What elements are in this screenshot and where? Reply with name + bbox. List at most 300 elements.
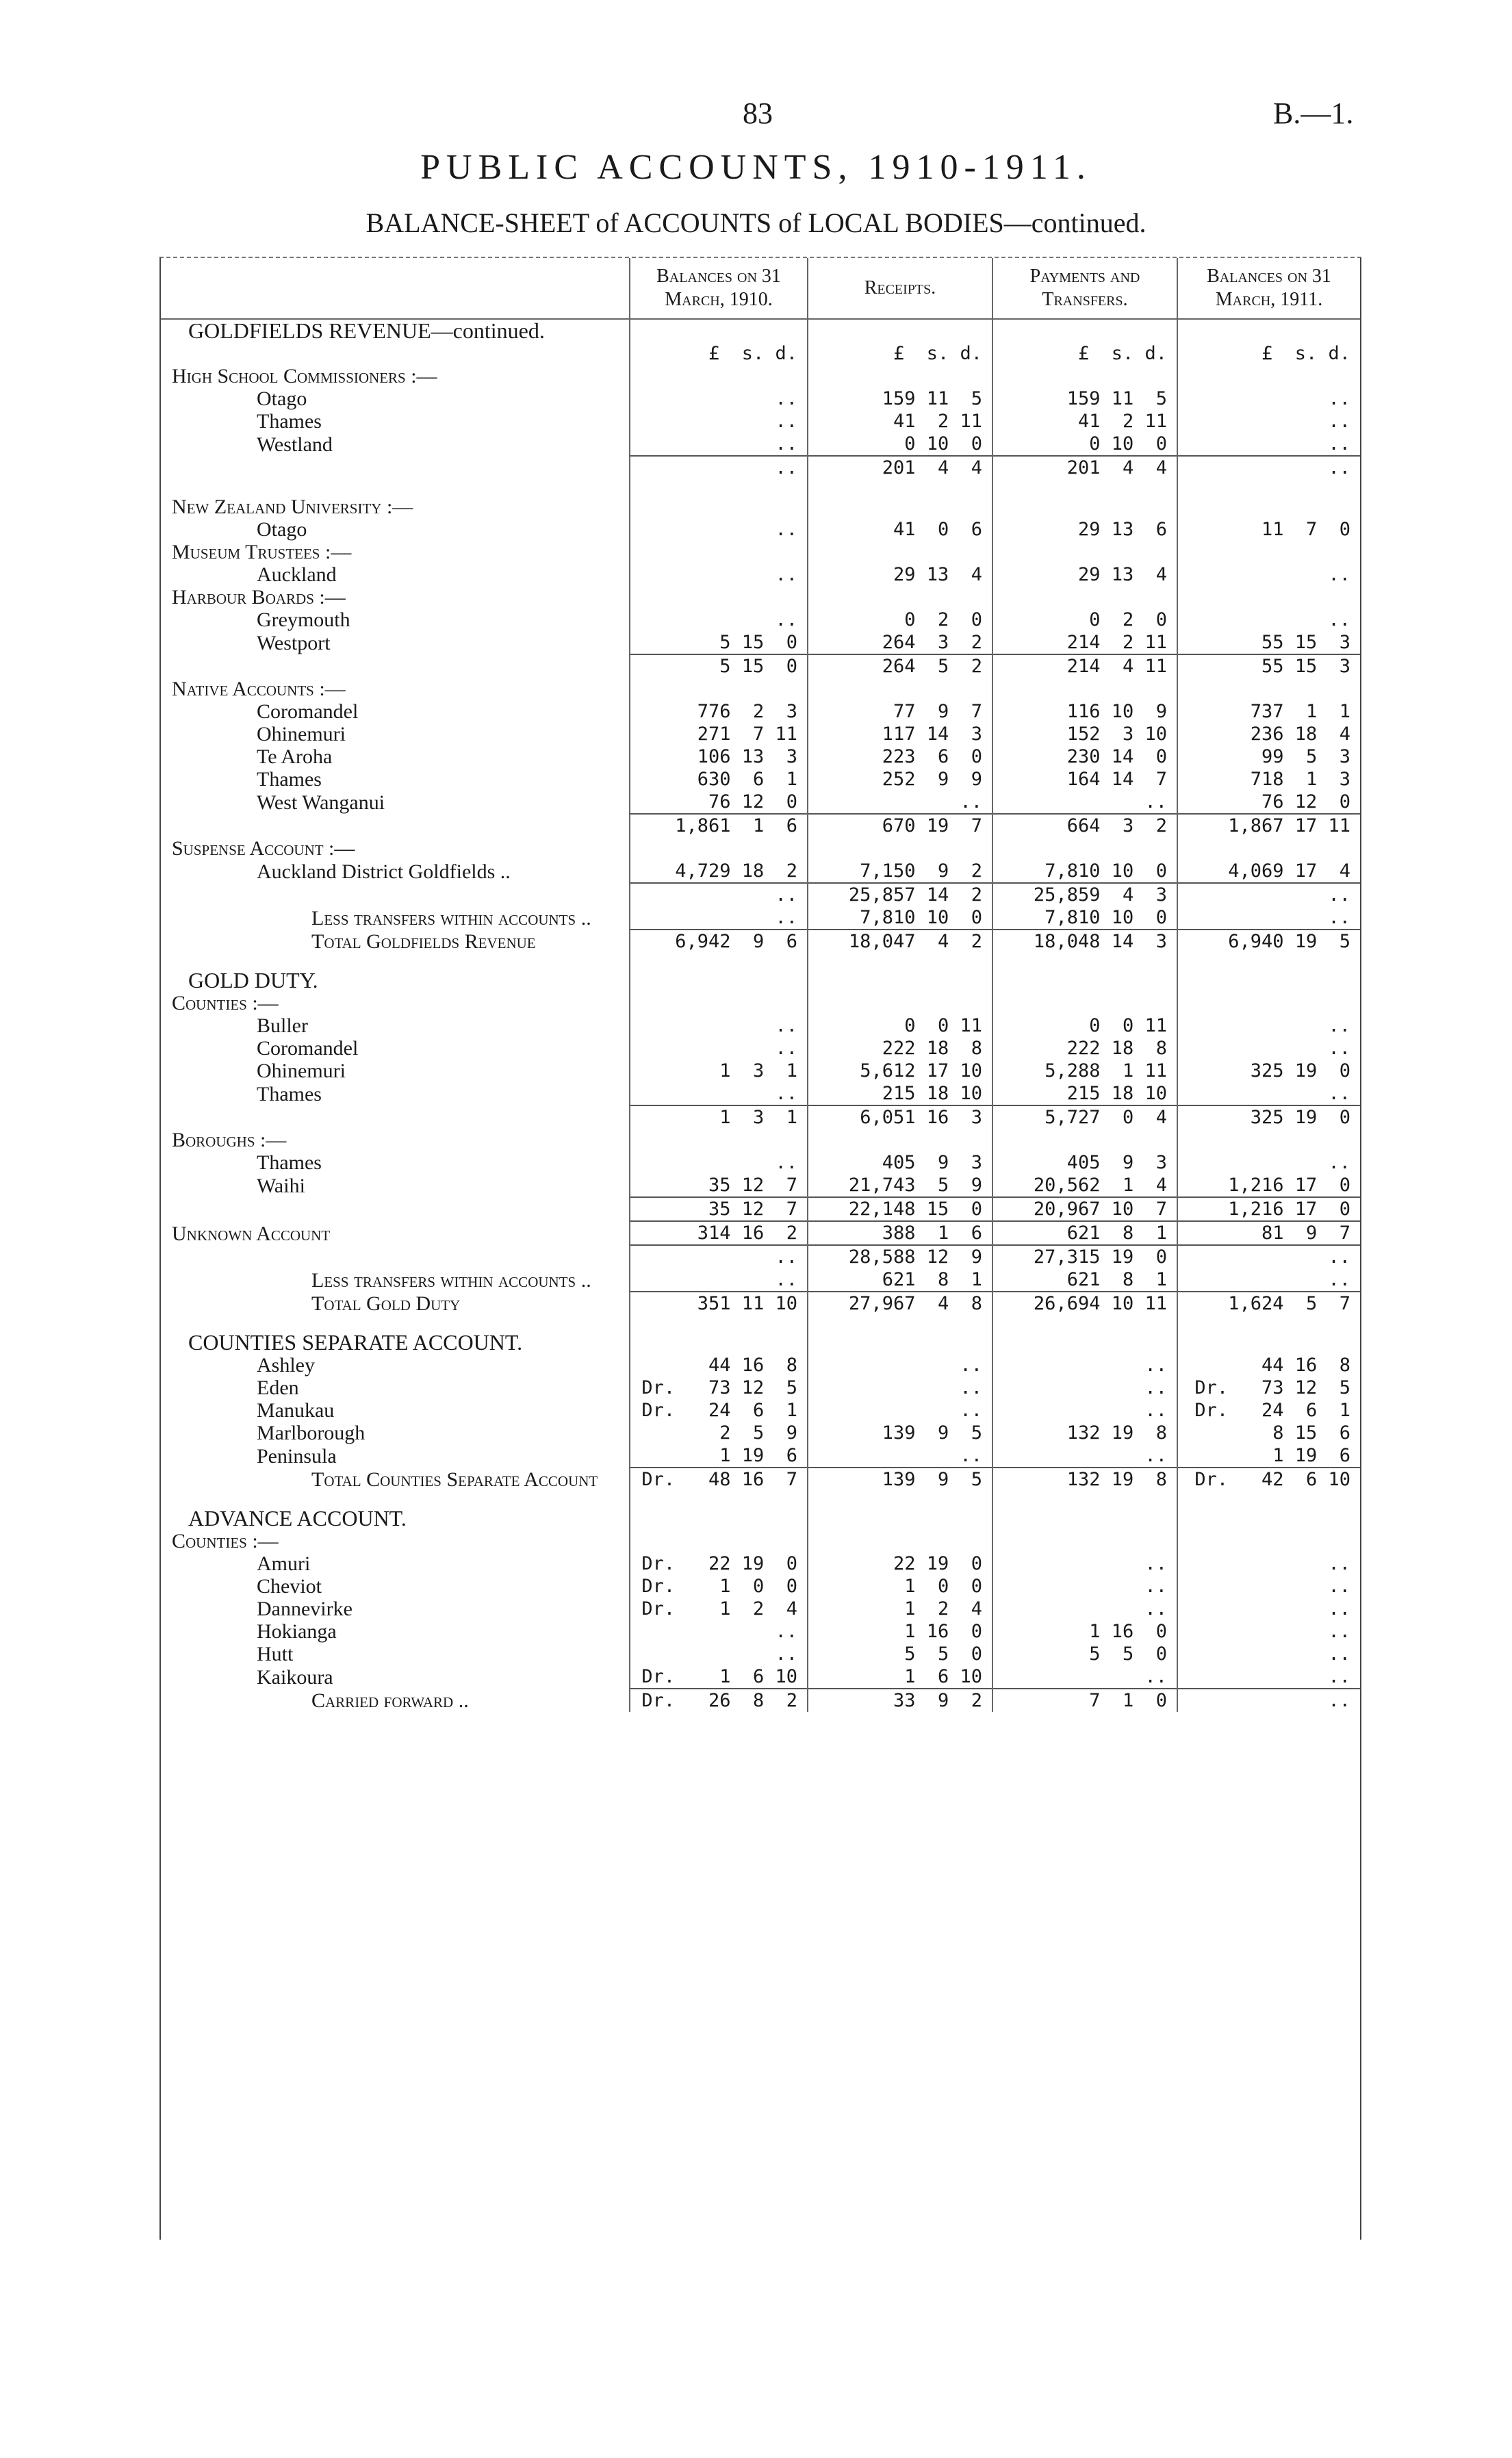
amount-cell: .. xyxy=(1177,1689,1360,1712)
amount-cell: 1 19 6 xyxy=(1177,1444,1360,1468)
amount-cell: 1 19 6 xyxy=(630,1444,808,1468)
page-title: PUBLIC ACCOUNTS, 1910-1911. xyxy=(420,148,1092,187)
table-row xyxy=(161,654,1360,678)
amount-cell: 25,859 4 3 xyxy=(992,883,1177,906)
row-label: Coromandel xyxy=(257,1037,359,1060)
table-row xyxy=(161,1530,1360,1552)
amount-cell: 55 15 3 xyxy=(1177,654,1360,678)
table-row xyxy=(161,1331,1360,1354)
table-row xyxy=(161,1221,1360,1245)
row-label: ADVANCE ACCOUNT. xyxy=(188,1507,407,1530)
amount-cell xyxy=(630,953,808,969)
table-row xyxy=(161,563,1360,586)
amount-cell: £ s. d. xyxy=(808,342,992,365)
amount-cell: 22,148 15 0 xyxy=(808,1197,992,1221)
amount-cell: 11 7 0 xyxy=(1177,518,1360,541)
row-label: Museum Trustees :— xyxy=(172,541,352,563)
page-number: 83 xyxy=(743,97,773,130)
table-row xyxy=(161,906,1360,930)
table-row xyxy=(161,1105,1360,1129)
amount-cell: 1 16 0 xyxy=(808,1620,992,1643)
row-label: Manukau xyxy=(257,1399,335,1422)
row-label: Buller xyxy=(257,1014,308,1037)
amount-cell: 164 14 7 xyxy=(992,768,1177,791)
amount-cell xyxy=(992,992,1177,1014)
amount-cell: .. xyxy=(630,456,808,479)
amount-cell: 223 6 0 xyxy=(808,745,992,768)
amount-cell: 4,069 17 4 xyxy=(1177,860,1360,883)
amount-cell: 1 0 0 xyxy=(808,1575,992,1598)
amount-cell: .. xyxy=(992,791,1177,814)
amount-cell xyxy=(808,479,992,496)
amount-cell: 99 5 3 xyxy=(1177,745,1360,768)
amount-cell: 55 15 3 xyxy=(1177,631,1360,654)
table-row xyxy=(161,1643,1360,1665)
amount-cell: 5 5 0 xyxy=(992,1643,1177,1665)
table-row xyxy=(161,1665,1360,1689)
column-header-description xyxy=(161,258,630,319)
amount-cell: .. xyxy=(992,1354,1177,1377)
table-row xyxy=(161,860,1360,883)
amount-cell xyxy=(1177,365,1360,387)
amount-cell: .. xyxy=(630,518,808,541)
amount-cell: 29 13 4 xyxy=(808,563,992,586)
amount-cell xyxy=(992,969,1177,992)
amount-cell xyxy=(808,678,992,700)
row-label: GOLDFIELDS REVENUE—continued. xyxy=(188,319,545,342)
amount-cell: .. xyxy=(808,1444,992,1468)
amount-cell: .. xyxy=(992,1575,1177,1598)
amount-cell: 1 16 0 xyxy=(992,1620,1177,1643)
row-label: Counties :— xyxy=(172,1530,279,1552)
amount-cell: 26,694 10 11 xyxy=(992,1292,1177,1315)
amount-cell xyxy=(1177,1129,1360,1151)
amount-cell: 6,940 19 5 xyxy=(1177,930,1360,953)
row-label: Hokianga xyxy=(257,1620,337,1643)
amount-cell: 22 19 0 xyxy=(808,1552,992,1575)
amount-cell: £ s. d. xyxy=(630,342,808,365)
row-label: Waihi xyxy=(257,1175,305,1197)
amount-cell: 21,743 5 9 xyxy=(808,1174,992,1197)
amount-cell xyxy=(992,365,1177,387)
amount-cell xyxy=(808,365,992,387)
amount-cell: .. xyxy=(1177,1268,1360,1292)
amount-cell: 132 19 8 xyxy=(992,1468,1177,1491)
amount-cell: 139 9 5 xyxy=(808,1468,992,1491)
amount-cell: 132 19 8 xyxy=(992,1422,1177,1444)
table-row xyxy=(161,678,1360,700)
row-label: Hutt xyxy=(257,1643,294,1665)
amount-cell: 314 16 2 xyxy=(630,1221,808,1245)
amount-cell: 388 1 6 xyxy=(808,1221,992,1245)
row-label: Kaikoura xyxy=(257,1666,333,1689)
table-row xyxy=(161,1245,1360,1268)
amount-cell xyxy=(992,953,1177,969)
amount-cell: 44 16 8 xyxy=(1177,1354,1360,1377)
amount-cell: 77 9 7 xyxy=(808,700,992,723)
amount-cell xyxy=(630,1315,808,1331)
row-label: COUNTIES SEPARATE ACCOUNT. xyxy=(188,1331,523,1354)
amount-cell: 159 11 5 xyxy=(992,387,1177,410)
table-row xyxy=(161,1468,1360,1491)
table-row xyxy=(161,1491,1360,1507)
table-row xyxy=(161,814,1360,837)
table-row xyxy=(161,700,1360,723)
amount-cell: .. xyxy=(1177,1552,1360,1575)
table-row xyxy=(161,1552,1360,1575)
table-row xyxy=(161,496,1360,518)
row-label: Auckland xyxy=(257,563,337,586)
amount-cell xyxy=(630,1331,808,1354)
amount-cell xyxy=(1177,319,1360,342)
row-label xyxy=(161,883,630,906)
amount-cell: 159 11 5 xyxy=(808,387,992,410)
amount-cell: 215 18 10 xyxy=(992,1082,1177,1105)
table-row xyxy=(161,1422,1360,1444)
amount-cell: 222 18 8 xyxy=(808,1037,992,1060)
row-label: Thames xyxy=(257,1083,322,1105)
amount-cell: .. xyxy=(808,1399,992,1422)
amount-cell xyxy=(992,1507,1177,1530)
amount-cell xyxy=(1177,1315,1360,1331)
amount-cell xyxy=(1177,1530,1360,1552)
amount-cell: 35 12 7 xyxy=(630,1174,808,1197)
row-label: Otago xyxy=(257,387,307,410)
amount-cell: Dr. 42 6 10 xyxy=(1177,1468,1360,1491)
table-row xyxy=(161,342,1360,365)
amount-cell: .. xyxy=(992,1598,1177,1620)
report-reference: B.—1. xyxy=(1273,97,1354,130)
amount-cell xyxy=(808,496,992,518)
row-label xyxy=(161,1491,630,1507)
amount-cell xyxy=(808,586,992,609)
amount-cell: 718 1 3 xyxy=(1177,768,1360,791)
amount-cell: 230 14 0 xyxy=(992,745,1177,768)
amount-cell xyxy=(808,1530,992,1552)
column-header-payments: Payments and Transfers. xyxy=(992,258,1177,319)
amount-cell: 405 9 3 xyxy=(808,1151,992,1174)
amount-cell xyxy=(630,969,808,992)
amount-cell: Dr. 1 6 10 xyxy=(630,1665,808,1689)
amount-cell xyxy=(808,541,992,563)
amount-cell: .. xyxy=(1177,1082,1360,1105)
amount-cell: 201 4 4 xyxy=(808,456,992,479)
amount-cell xyxy=(808,1491,992,1507)
column-header-balances-1911: Balances on 31 March, 1911. xyxy=(1177,258,1360,319)
amount-cell xyxy=(630,1530,808,1552)
table-row xyxy=(161,723,1360,745)
amount-cell: .. xyxy=(630,1082,808,1105)
row-label xyxy=(161,456,630,479)
amount-cell xyxy=(808,319,992,342)
table-row xyxy=(161,609,1360,631)
amount-cell: .. xyxy=(630,1245,808,1268)
amount-cell xyxy=(992,1530,1177,1552)
amount-cell: .. xyxy=(630,883,808,906)
amount-cell: .. xyxy=(630,387,808,410)
row-label: Te Aroha xyxy=(257,745,333,768)
amount-cell: 252 9 9 xyxy=(808,768,992,791)
amount-cell: .. xyxy=(1177,1598,1360,1620)
amount-cell: 630 6 1 xyxy=(630,768,808,791)
amount-cell: .. xyxy=(630,433,808,456)
amount-cell: 76 12 0 xyxy=(630,791,808,814)
row-label xyxy=(161,814,630,837)
row-label xyxy=(161,1105,630,1129)
amount-cell: 236 18 4 xyxy=(1177,723,1360,745)
row-label: Total Gold Duty xyxy=(311,1292,461,1315)
table-row xyxy=(161,1377,1360,1399)
row-label: Westport xyxy=(257,632,331,654)
table-row xyxy=(161,992,1360,1014)
amount-cell: 214 2 11 xyxy=(992,631,1177,654)
row-label: Counties :— xyxy=(172,992,279,1014)
amount-cell: .. xyxy=(1177,609,1360,631)
amount-cell: .. xyxy=(808,1354,992,1377)
amount-cell: 18,047 4 2 xyxy=(808,930,992,953)
row-label xyxy=(161,1197,630,1221)
amount-cell xyxy=(1177,953,1360,969)
table-row xyxy=(161,433,1360,456)
amount-cell xyxy=(808,1507,992,1530)
amount-cell: 7,810 10 0 xyxy=(992,860,1177,883)
amount-cell xyxy=(630,541,808,563)
amount-cell: Dr. 22 19 0 xyxy=(630,1552,808,1575)
table-row xyxy=(161,1598,1360,1620)
amount-cell: .. xyxy=(630,1037,808,1060)
amount-cell: 271 7 11 xyxy=(630,723,808,745)
amount-cell: 27,315 19 0 xyxy=(992,1245,1177,1268)
amount-cell xyxy=(1177,479,1360,496)
amount-cell: 117 14 3 xyxy=(808,723,992,745)
table-row xyxy=(161,1151,1360,1174)
amount-cell: .. xyxy=(992,1665,1177,1689)
amount-cell: 621 8 1 xyxy=(808,1268,992,1292)
amount-cell: 33 9 2 xyxy=(808,1689,992,1712)
table-row xyxy=(161,456,1360,479)
amount-cell xyxy=(630,586,808,609)
amount-cell: 215 18 10 xyxy=(808,1082,992,1105)
amount-cell: 201 4 4 xyxy=(992,456,1177,479)
amount-cell: 25,857 14 2 xyxy=(808,883,992,906)
row-label: Coromandel xyxy=(257,700,359,723)
page-subtitle: BALANCE-SHEET of ACCOUNTS of LOCAL BODIES—continued. xyxy=(366,207,1146,238)
amount-cell: Dr. 48 16 7 xyxy=(630,1468,808,1491)
amount-cell: .. xyxy=(1177,456,1360,479)
column-header-receipts: Receipts. xyxy=(808,258,992,319)
table-row xyxy=(161,631,1360,654)
amount-cell: 44 16 8 xyxy=(630,1354,808,1377)
amount-cell: .. xyxy=(808,1377,992,1399)
amount-cell: £ s. d. xyxy=(992,342,1177,365)
row-label xyxy=(161,479,630,496)
amount-cell: 1 3 1 xyxy=(630,1060,808,1082)
table-row xyxy=(161,1507,1360,1530)
row-label: Suspense Account :— xyxy=(172,837,355,860)
row-label: Less transfers within accounts .. xyxy=(311,1269,591,1292)
table-row xyxy=(161,410,1360,433)
table-row xyxy=(161,541,1360,563)
amount-cell: .. xyxy=(630,1268,808,1292)
amount-cell xyxy=(992,586,1177,609)
table-row xyxy=(161,1575,1360,1598)
amount-cell: 5,612 17 10 xyxy=(808,1060,992,1082)
amount-cell: 116 10 9 xyxy=(992,700,1177,723)
amount-cell: .. xyxy=(1177,1620,1360,1643)
amount-cell: 5 5 0 xyxy=(808,1643,992,1665)
amount-cell xyxy=(992,1491,1177,1507)
amount-cell: .. xyxy=(808,791,992,814)
amount-cell: 18,048 14 3 xyxy=(992,930,1177,953)
amount-cell: 264 5 2 xyxy=(808,654,992,678)
amount-cell: 76 12 0 xyxy=(1177,791,1360,814)
table-row xyxy=(161,883,1360,906)
amount-cell: 29 13 4 xyxy=(992,563,1177,586)
row-label: GOLD DUTY. xyxy=(188,969,318,992)
table-row xyxy=(161,586,1360,609)
table-row xyxy=(161,1014,1360,1037)
amount-cell: 1,216 17 0 xyxy=(1177,1197,1360,1221)
row-label: Ohinemuri xyxy=(257,1060,346,1082)
row-label: Marlborough xyxy=(257,1422,366,1444)
amount-cell xyxy=(630,1507,808,1530)
amount-cell xyxy=(630,319,808,342)
amount-cell: .. xyxy=(630,410,808,433)
amount-cell: .. xyxy=(1177,1575,1360,1598)
amount-cell: Dr. 73 12 5 xyxy=(1177,1377,1360,1399)
amount-cell: 5,727 0 4 xyxy=(992,1105,1177,1129)
amount-cell: 351 11 10 xyxy=(630,1292,808,1315)
amount-cell: 35 12 7 xyxy=(630,1197,808,1221)
amount-cell: 0 0 11 xyxy=(808,1014,992,1037)
row-label: Amuri xyxy=(257,1552,311,1575)
amount-cell: .. xyxy=(630,1151,808,1174)
table-row xyxy=(161,745,1360,768)
row-label xyxy=(161,654,630,678)
table-row xyxy=(161,1444,1360,1468)
table-row xyxy=(161,768,1360,791)
amount-cell: 1,861 1 6 xyxy=(630,814,808,837)
amount-cell xyxy=(1177,1491,1360,1507)
amount-cell: .. xyxy=(1177,563,1360,586)
amount-cell: 81 9 7 xyxy=(1177,1221,1360,1245)
table-row xyxy=(161,1037,1360,1060)
amount-cell: 1 3 1 xyxy=(630,1105,808,1129)
table-row xyxy=(161,1197,1360,1221)
amount-cell: Dr. 24 6 1 xyxy=(1177,1399,1360,1422)
table-row xyxy=(161,365,1360,387)
amount-cell: 7,810 10 0 xyxy=(808,906,992,930)
row-label: Ohinemuri xyxy=(257,723,346,745)
row-label: High School Commissioners :— xyxy=(172,365,437,387)
amount-cell: .. xyxy=(630,1620,808,1643)
row-label: Otago xyxy=(257,518,307,541)
amount-cell: 325 19 0 xyxy=(1177,1060,1360,1082)
table-row xyxy=(161,791,1360,814)
amount-cell xyxy=(808,992,992,1014)
row-label: Greymouth xyxy=(257,609,350,631)
amount-cell: 6,942 9 6 xyxy=(630,930,808,953)
amount-cell: .. xyxy=(992,1399,1177,1422)
amount-cell: £ s. d. xyxy=(1177,342,1360,365)
table-row xyxy=(161,1689,1360,1712)
amount-cell: .. xyxy=(1177,1643,1360,1665)
table-row xyxy=(161,1060,1360,1082)
amount-cell xyxy=(808,1129,992,1151)
row-label: Unknown Account xyxy=(172,1222,331,1245)
amount-cell: 7 1 0 xyxy=(992,1689,1177,1712)
row-label: Less transfers within accounts .. xyxy=(311,907,591,930)
amount-cell xyxy=(808,953,992,969)
amount-cell: 737 1 1 xyxy=(1177,700,1360,723)
amount-cell: 0 2 0 xyxy=(992,609,1177,631)
table-row xyxy=(161,953,1360,969)
amount-cell: 2 5 9 xyxy=(630,1422,808,1444)
amount-cell: 5,288 1 11 xyxy=(992,1060,1177,1082)
amount-cell: Dr. 1 0 0 xyxy=(630,1575,808,1598)
amount-cell xyxy=(992,1129,1177,1151)
amount-cell: 0 10 0 xyxy=(992,433,1177,456)
amount-cell: .. xyxy=(630,563,808,586)
amount-cell: 7,150 9 2 xyxy=(808,860,992,883)
amount-cell xyxy=(1177,1331,1360,1354)
row-label xyxy=(161,1315,630,1331)
amount-cell xyxy=(1177,541,1360,563)
amount-cell: 41 2 11 xyxy=(992,410,1177,433)
amount-cell: 264 3 2 xyxy=(808,631,992,654)
amount-cell: 5 15 0 xyxy=(630,631,808,654)
amount-cell xyxy=(992,479,1177,496)
amount-cell: .. xyxy=(992,1377,1177,1399)
amount-cell: .. xyxy=(1177,883,1360,906)
row-label: Dannevirke xyxy=(257,1598,353,1620)
amount-cell xyxy=(992,496,1177,518)
amount-cell: 27,967 4 8 xyxy=(808,1292,992,1315)
row-label xyxy=(161,1245,630,1268)
amount-cell: 670 19 7 xyxy=(808,814,992,837)
row-label xyxy=(161,342,630,365)
amount-cell xyxy=(992,1331,1177,1354)
row-label: Native Accounts :— xyxy=(172,678,346,700)
amount-cell: 106 13 3 xyxy=(630,745,808,768)
amount-cell: .. xyxy=(1177,1245,1360,1268)
amount-cell: 152 3 10 xyxy=(992,723,1177,745)
amount-cell: .. xyxy=(1177,433,1360,456)
amount-cell: 405 9 3 xyxy=(992,1151,1177,1174)
row-label: West Wanganui xyxy=(257,791,385,814)
table-row xyxy=(161,387,1360,410)
amount-cell: 621 8 1 xyxy=(992,1268,1177,1292)
amount-cell: .. xyxy=(1177,410,1360,433)
amount-cell: 1 6 10 xyxy=(808,1665,992,1689)
table-row xyxy=(161,837,1360,860)
row-label: Harbour Boards :— xyxy=(172,586,346,609)
amount-cell: 1,216 17 0 xyxy=(1177,1174,1360,1197)
row-label: Thames xyxy=(257,1151,322,1174)
table-row xyxy=(161,1399,1360,1422)
table-row xyxy=(161,1620,1360,1643)
amount-cell xyxy=(808,969,992,992)
row-label: Cheviot xyxy=(257,1575,322,1598)
amount-cell: .. xyxy=(630,609,808,631)
amount-cell: 222 18 8 xyxy=(992,1037,1177,1060)
amount-cell: 20,967 10 7 xyxy=(992,1197,1177,1221)
amount-cell: 20,562 1 4 xyxy=(992,1174,1177,1197)
accounts-table xyxy=(161,258,1360,1712)
amount-cell: 664 3 2 xyxy=(992,814,1177,837)
amount-cell xyxy=(630,479,808,496)
amount-cell: .. xyxy=(1177,1665,1360,1689)
